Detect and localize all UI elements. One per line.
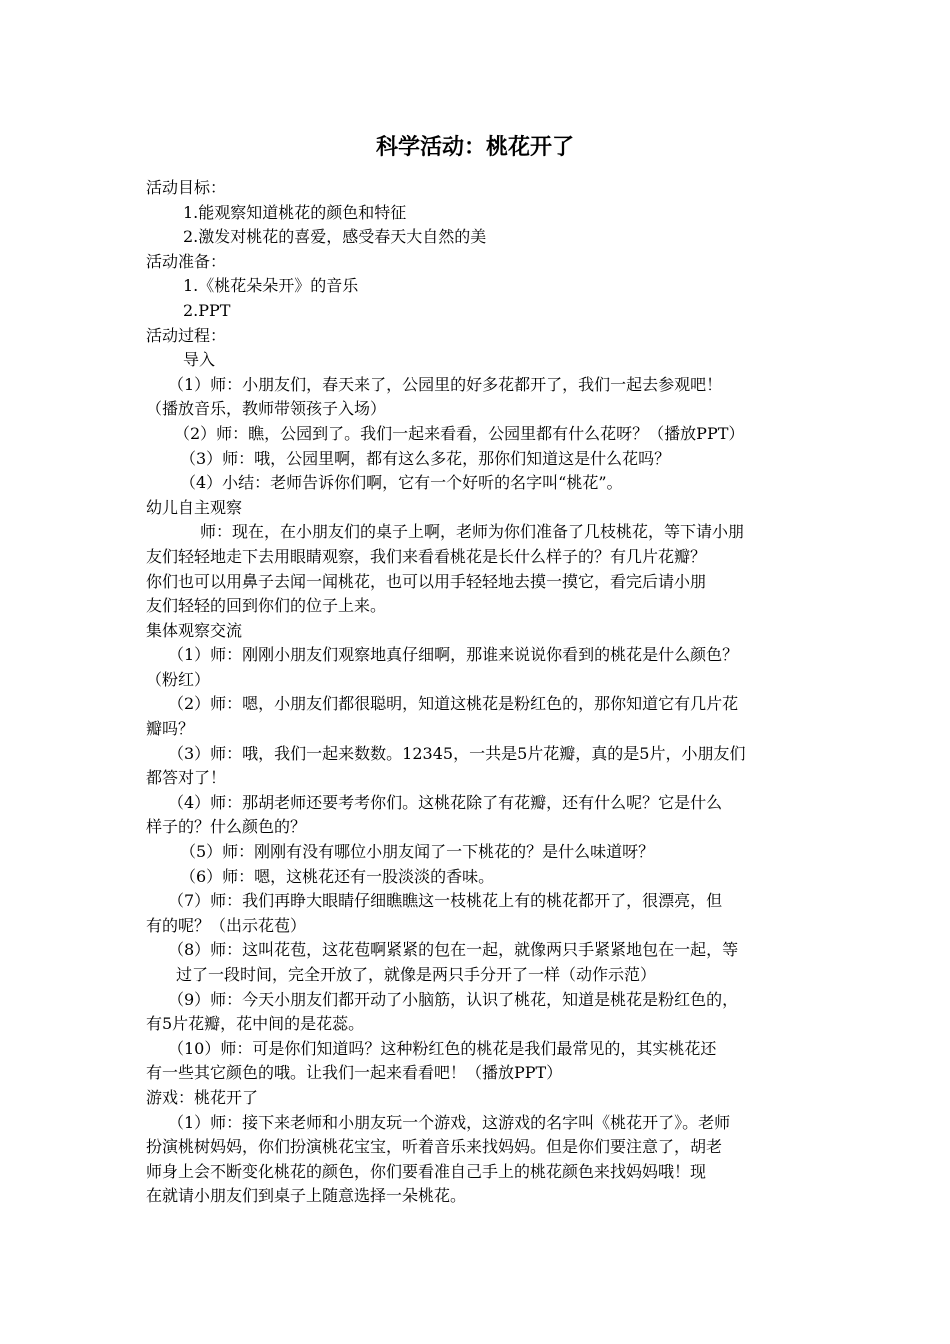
document-line: 都答对了！ bbox=[146, 768, 227, 788]
document-line: （3）师：哦，我们一起来数数。12345，一共是5片花瓣，真的是5片，小朋友们 bbox=[168, 743, 746, 763]
document-line: （4）小结：老师告诉你们啊，它有一个好听的名字叫“桃花”。 bbox=[180, 473, 623, 493]
document-line: （5）师：刚刚有没有哪位小朋友闻了一下桃花的？是什么味道呀？ bbox=[180, 842, 655, 862]
document-line: 你们也可以用鼻子去闻一闻桃花，也可以用手轻轻地去摸一摸它，看完后请小朋 bbox=[146, 571, 707, 591]
document-line: （6）师：嗯，这桃花还有一股淡淡的香味。 bbox=[180, 866, 495, 886]
document-line: 在就请小朋友们到桌子上随意选择一朵桃花。 bbox=[146, 1186, 467, 1206]
document-line: （9）师：今天小朋友们都开动了小脑筋，认识了桃花，知道是桃花是粉红色的， bbox=[168, 989, 739, 1009]
document-line: （8）师：这叫花苞，这花苞啊紧紧的包在一起，就像两只手紧紧地包在一起，等 bbox=[168, 940, 739, 960]
document-line: （4）师：那胡老师还要考考你们。这桃花除了有花瓣，还有什么呢？它是什么 bbox=[168, 792, 723, 812]
document-line: 1.《桃花朵朵开》的音乐 bbox=[183, 276, 359, 296]
document-title: 科学活动：桃花开了 bbox=[375, 135, 574, 160]
document-line: （1）师：刚刚小朋友们观察地真仔细啊，那谁来说说你看到的桃花是什么颜色？ bbox=[168, 645, 739, 665]
document-line: 过了一段时间，完全开放了，就像是两只手分开了一样（动作示范） bbox=[176, 965, 657, 984]
document-line: 2.激发对桃花的喜爱，感受春天大自然的美 bbox=[183, 227, 487, 247]
document-body bbox=[146, 176, 814, 1209]
document-line: 样子的？什么颜色的？ bbox=[146, 817, 307, 837]
document-line: （粉红） bbox=[146, 669, 211, 689]
document-line: 1.能观察知道桃花的颜色和特征 bbox=[183, 202, 407, 222]
document-line: （1）师：小朋友们，春天来了，公园里的好多花都开了，我们一起去参观吧！ bbox=[168, 374, 723, 394]
document-line: 有的呢？（出示花苞） bbox=[146, 915, 307, 935]
document-line: （1）师：接下来老师和小朋友玩一个游戏，这游戏的名字叫《桃花开了》。老师 bbox=[168, 1112, 731, 1132]
document-line: 师身上会不断变化桃花的颜色，你们要看准自己手上的桃花颜色来找妈妈哦！现 bbox=[146, 1161, 707, 1181]
document-line: 活动过程： bbox=[146, 325, 227, 345]
document-line: 友们轻轻地走下去用眼睛观察，我们来看看桃花是长什么样子的？有几片花瓣？ bbox=[146, 546, 707, 566]
document-line: （10）师：可是你们知道吗？这种粉红色的桃花是我们最常见的，其实桃花还 bbox=[168, 1038, 717, 1058]
document-line: 友们轻轻的回到你们的位子上来。 bbox=[146, 596, 387, 616]
document-line: （播放音乐，教师带领孩子入场） bbox=[146, 399, 387, 419]
document-line: （2）师：嗯，小朋友们都很聪明，知道这桃花是粉红色的，那你知道它有几片花 bbox=[168, 694, 739, 714]
document-line: 游戏：桃花开了 bbox=[146, 1087, 259, 1107]
document-line: （2）师：瞧，公园到了。我们一起来看看，公园里都有什么花呀？（播放PPT） bbox=[174, 423, 745, 443]
document-line: 导入 bbox=[183, 350, 216, 370]
document-line: 集体观察交流 bbox=[146, 620, 243, 640]
document-line: 有一些其它颜色的哦。让我们一起来看看吧！（播放PPT） bbox=[146, 1063, 563, 1083]
document-line: 活动准备： bbox=[146, 251, 227, 271]
document-line: （3）师：哦，公园里啊，都有这么多花，那你们知道这是什么花吗？ bbox=[180, 448, 671, 468]
document-line: 2.PPT bbox=[183, 300, 231, 320]
document-line: 活动目标： bbox=[146, 178, 227, 197]
document-line: 师：现在，在小朋友们的桌子上啊，老师为你们准备了几枝桃花，等下请小朋 bbox=[200, 522, 745, 542]
document-line: 幼儿自主观察 bbox=[146, 497, 243, 517]
document-line: 扮演桃树妈妈，你们扮演桃花宝宝，听着音乐来找妈妈。但是你们要注意了，胡老 bbox=[146, 1137, 723, 1157]
document-line: 有5片花瓣，花中间的是花蕊。 bbox=[146, 1014, 365, 1034]
document-line: （7）师：我们再睁大眼睛仔细瞧瞧这一枝桃花上有的桃花都开了，很漂亮，但 bbox=[168, 891, 723, 911]
document-line: 瓣吗？ bbox=[146, 719, 195, 739]
